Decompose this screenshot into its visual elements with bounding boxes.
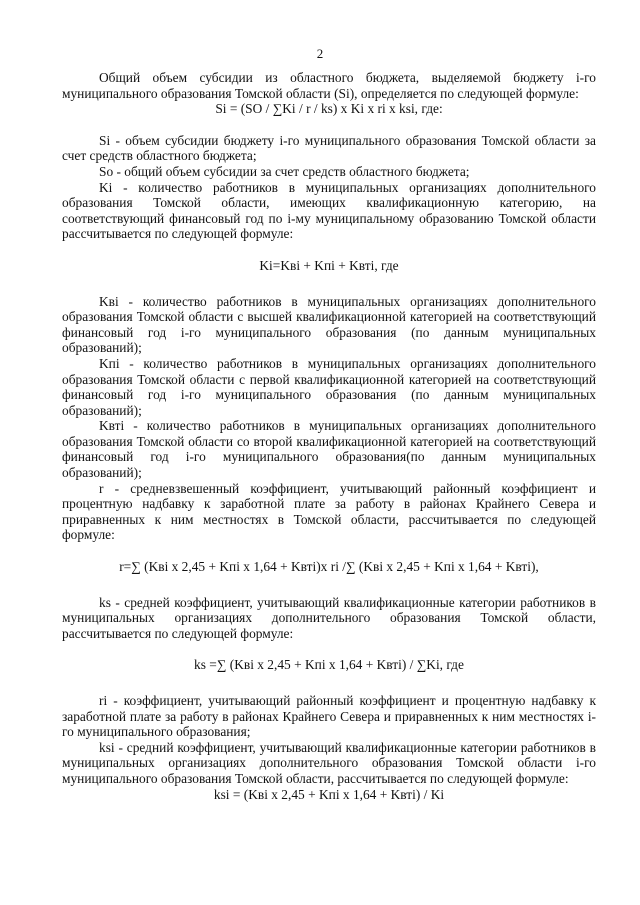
ksi-definition: ksi - средний коэффициент, учитывающий квалификационные категории работников в муниципальных организациях дополнительного образования Томской области i-го муниципального образования Томской области, рассчитывается по следующей формуле: — [62, 739, 596, 786]
spacer — [62, 575, 596, 595]
si-definition: Si - объем субсидии бюджету i-го муниципального образования Томской области за счет средств областного бюджета; — [62, 132, 596, 164]
spacer — [62, 543, 596, 559]
kpi-definition: Kпi - количество работников в муниципальных организациях дополнительного образования Томской области с первой квалификационной категорией на соответствующий финансовый год i-го муниципального образования (по данным муниципальных образований); — [62, 355, 596, 418]
formula-ki: Ki=Kвi + Kпi + Kвтi, где — [259, 257, 399, 273]
spacer — [62, 117, 596, 133]
spacer — [62, 274, 596, 294]
formula-si: Si = (SO / ∑Ki / r / ks) x Ki x ri x ksi, где: — [215, 101, 443, 117]
ri-definition: ri - коэффициент, учитывающий районный коэффициент и процентную надбавку к заработной плате за работу в районах Крайнего Севера и приравненных к ним местностях i-го муниципального образования; — [62, 693, 596, 740]
r-definition: r - средневзвешенный коэффициент, учитывающий районный коэффициент и процентную надбавку к заработной плате за работу в районах Крайнего Севера и приравненных к ним местностях в Томской области, рассчитывается по следующей формуле: — [62, 480, 596, 543]
formula-r: r=∑ (Kвi x 2,45 + Kпi x 1,64 + Kвтi)x ri /∑ (Kвi x 2,45 + Kпi x 1,64 + Kвтi), — [119, 559, 539, 575]
formula-ksi: ksi = (Kвi x 2,45 + Kпi x 1,64 + Kвтi) / Ki — [213, 786, 445, 802]
spacer — [62, 641, 596, 657]
ki-definition: Ki - количество работников в муниципальных организациях дополнительного образования Томской области, имеющих квалификационную категорию, на соответствующий финансовый год по i-му муниципальному образованию Томской области рассчитывается по следующей формуле: — [62, 179, 596, 242]
spacer — [62, 673, 596, 693]
formula-ks: ks =∑ (Kвi x 2,45 + Kпi x 1,64 + Kвтi) / ∑Ki, где — [194, 657, 464, 673]
intro-paragraph: Общий объем субсидии из областного бюджета, выделяемой бюджету i-го муниципального образования Томской области (Si), определяется по следующей формуле: — [62, 70, 596, 101]
kvti-definition: Kвтi - количество работников в муниципальных организациях дополнительного образования Томской области со второй квалификационной категорией на соответствующий финансовый год i-го муниципального образования(по данным муниципальных образований); — [62, 418, 596, 481]
kvi-definition: Kвi - количество работников в муниципальных организациях дополнительного образования Томской области с высшей квалификационной категорией на соответствующий финансовый год i-го муниципального образования (по данным муниципальных образований); — [62, 293, 596, 356]
page-number: 2 — [316, 46, 324, 61]
spacer — [62, 242, 596, 258]
so-definition: So - общий объем субсидии за счет средств областного бюджета; — [99, 163, 470, 179]
ks-definition: ks - средней коэффициент, учитывающий квалификационные категории работников в муниципальных организациях дополнительного образования Томской области, рассчитывается по следующей формуле: — [62, 594, 596, 641]
document-body — [62, 70, 596, 802]
